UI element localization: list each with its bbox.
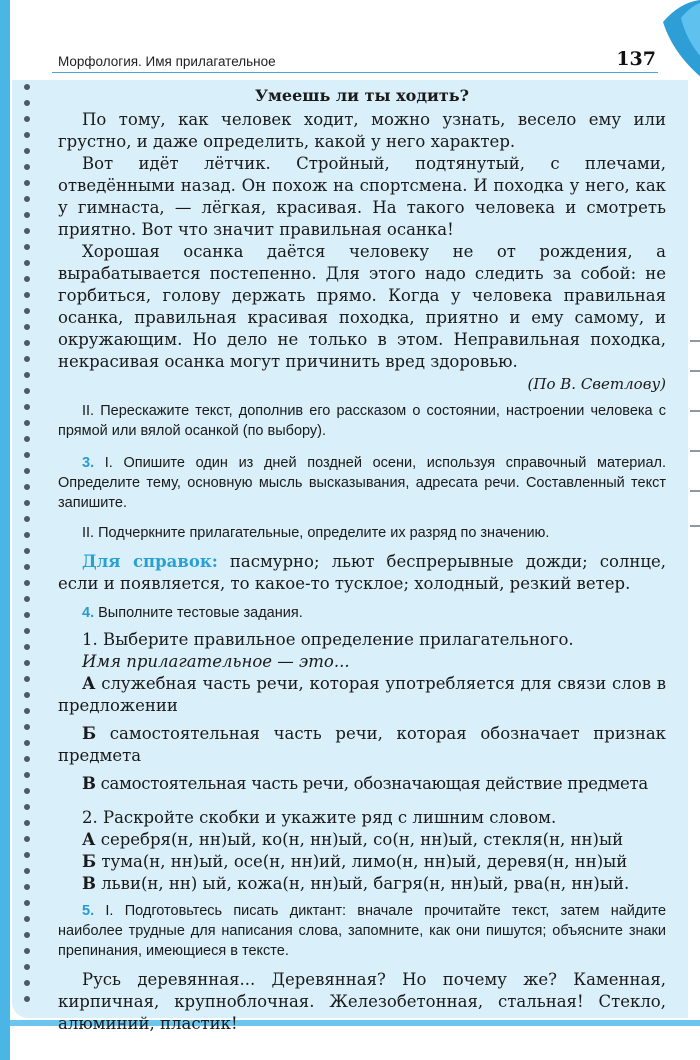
page-content <box>58 86 666 1035</box>
task-4-number: 4. <box>82 605 95 621</box>
question-1: 1. Выберите правильное определение прилагательного. <box>82 630 574 649</box>
binding-dot <box>24 116 30 122</box>
binding-dot <box>24 612 30 618</box>
dictation-text: Русь деревянная... Деревянная? Но почему же? Каменная, кирпичная, крупноблочная. Железобетонная, стальная! Стекло, алюминий, пластик! <box>58 970 666 1033</box>
question-2-option-c: В льви(н, нн) ый, кожа(н, нн)ый, багря(н, нн)ый, рва(н, нн)ый. <box>82 874 630 893</box>
binding-dot <box>24 484 30 490</box>
task-3-part-2: II. Подчеркните прилагательные, определите их разряд по значению. <box>82 525 550 541</box>
text-source: (По В. Светлову) <box>527 375 666 393</box>
question-2-option-b: Б тума(н, нн)ый, осе(н, нн)ий, лимо(н, нн)ый, деревя(н, нн)ый <box>82 852 628 871</box>
binding-dot <box>24 804 30 810</box>
reference-text: пасмурно; льют беспрерывные дожди; солнце, если и появляется, то какое-то тусклое; холодный, резкий ветер. <box>58 552 666 593</box>
task-5-text: I. Подготовьтесь писать диктант: вначале прочитайте текст, затем найдите наиболее трудные для написания слова, запомните, как они пишутся; объясните знаки препинания, имеющиеся в тексте. <box>58 903 667 959</box>
binding-dot <box>24 676 30 682</box>
binding-dot <box>24 132 30 138</box>
binding-dot <box>24 644 30 650</box>
binding-dot <box>24 900 30 906</box>
binding-dot <box>24 388 30 394</box>
binding-dot <box>24 932 30 938</box>
binding-dot <box>24 276 30 282</box>
question-2-option-a: А серебря(н, нн)ый, ко(н, нн)ый, со(н, нн)ый, стекля(н, нн)ый <box>82 830 624 849</box>
binding-dot <box>24 308 30 314</box>
text-paragraph-1: По тому, как человек ходит, можно узнать, весело ему или грустно, и даже определить, какой у него характер. <box>58 110 666 151</box>
binding-dot <box>24 228 30 234</box>
binding-dot <box>24 532 30 538</box>
binding-dot <box>24 916 30 922</box>
binding-dot <box>24 756 30 762</box>
task-3-number: 3. <box>82 455 95 471</box>
binding-dot <box>24 356 30 362</box>
binding-dot <box>24 404 30 410</box>
binding-dot <box>24 500 30 506</box>
binding-dot <box>24 340 30 346</box>
binding-dot <box>24 100 30 106</box>
binding-dot <box>24 996 30 1002</box>
binding-dot <box>24 244 30 250</box>
binding-dot <box>24 884 30 890</box>
binding-dot <box>24 180 30 186</box>
binding-dot <box>24 660 30 666</box>
binding-dot <box>24 548 30 554</box>
binding-dot <box>24 260 30 266</box>
text-paragraph-2: Вот идёт лётчик. Стройный, подтянутый, с плечами, отведёнными назад. Он похож на спортсмена. И походка у него, как у гимнаста, — лёгкая, красивая. На такого человека и смотреть приятно. Вот что значит правильная осанка! <box>58 154 666 239</box>
task-3-part-1 <box>58 453 666 513</box>
text-paragraph-3: Хорошая осанка даётся человеку не от рождения, а вырабатывается постепенно. Для этого надо следить за собой: не горбиться, голову держать прямо. Когда у человека правильная осанка, правильная красивая походка, приятно и ему самому, и окружающим. Но дело не только в этом. Неправильная походка, некрасивая осанка могут причинить вред здоровью. <box>58 242 666 371</box>
binding-dot <box>24 564 30 570</box>
binding-dot <box>24 692 30 698</box>
right-edge-marks <box>690 340 700 570</box>
page-number: 137 <box>616 48 656 70</box>
binding-dot <box>24 964 30 970</box>
section-title: Морфология. Имя прилагательное <box>58 54 276 69</box>
text-title: Умеешь ли ты ходить? <box>255 86 469 105</box>
binding-dot <box>24 836 30 842</box>
spiral-binding-dots <box>24 84 34 1014</box>
question-1-option-a: А служебная часть речи, которая употребляется для связи слов в предложении <box>58 674 667 715</box>
task-4-text: Выполните тестовые задания. <box>98 605 303 621</box>
binding-dot <box>24 212 30 218</box>
binding-dot <box>24 596 30 602</box>
binding-dot <box>24 436 30 442</box>
binding-dot <box>24 324 30 330</box>
binding-dot <box>24 740 30 746</box>
page-header <box>52 48 658 73</box>
reference-material <box>58 551 666 595</box>
binding-dot <box>24 628 30 634</box>
binding-dot <box>24 948 30 954</box>
binding-dot <box>24 420 30 426</box>
question-1-stem: Имя прилагательное — это... <box>82 652 350 671</box>
task-3-part-1-text: I. Опишите один из дней поздней осени, используя справочный материал. Определите тему, основную мысль высказывания, адресата речи. Составленный текст запишите. <box>58 455 667 511</box>
question-1-option-b: Б самостоятельная часть речи, которая обозначает признак предмета <box>58 724 666 765</box>
binding-dot <box>24 148 30 154</box>
task-4 <box>58 603 666 623</box>
binding-dot <box>24 84 30 90</box>
binding-dot <box>24 788 30 794</box>
binding-dot <box>24 708 30 714</box>
task-5 <box>58 901 666 961</box>
task-2-part-2: II. Перескажите текст, дополнив его рассказом о состоянии, настроении человека с прямой или вялой осанкой (по выбору). <box>58 403 666 439</box>
binding-dot <box>24 292 30 298</box>
binding-dot <box>24 980 30 986</box>
binding-dot <box>24 516 30 522</box>
binding-dot <box>24 372 30 378</box>
corner-decoration <box>655 0 700 88</box>
reference-label: Для справок: <box>82 552 218 571</box>
binding-dot <box>24 852 30 858</box>
binding-dot <box>24 196 30 202</box>
binding-dot <box>24 468 30 474</box>
task-5-number: 5. <box>82 903 95 919</box>
question-1-option-c: В самостоятельная часть речи, обозначающая действие предмета <box>82 774 648 793</box>
binding-dot <box>24 772 30 778</box>
question-2: 2. Раскройте скобки и укажите ряд с лишним словом. <box>82 808 557 827</box>
binding-dot <box>24 164 30 170</box>
binding-dot <box>24 724 30 730</box>
binding-dot <box>24 452 30 458</box>
left-color-strip <box>0 0 10 1060</box>
binding-dot <box>24 868 30 874</box>
binding-dot <box>24 820 30 826</box>
binding-dot <box>24 580 30 586</box>
